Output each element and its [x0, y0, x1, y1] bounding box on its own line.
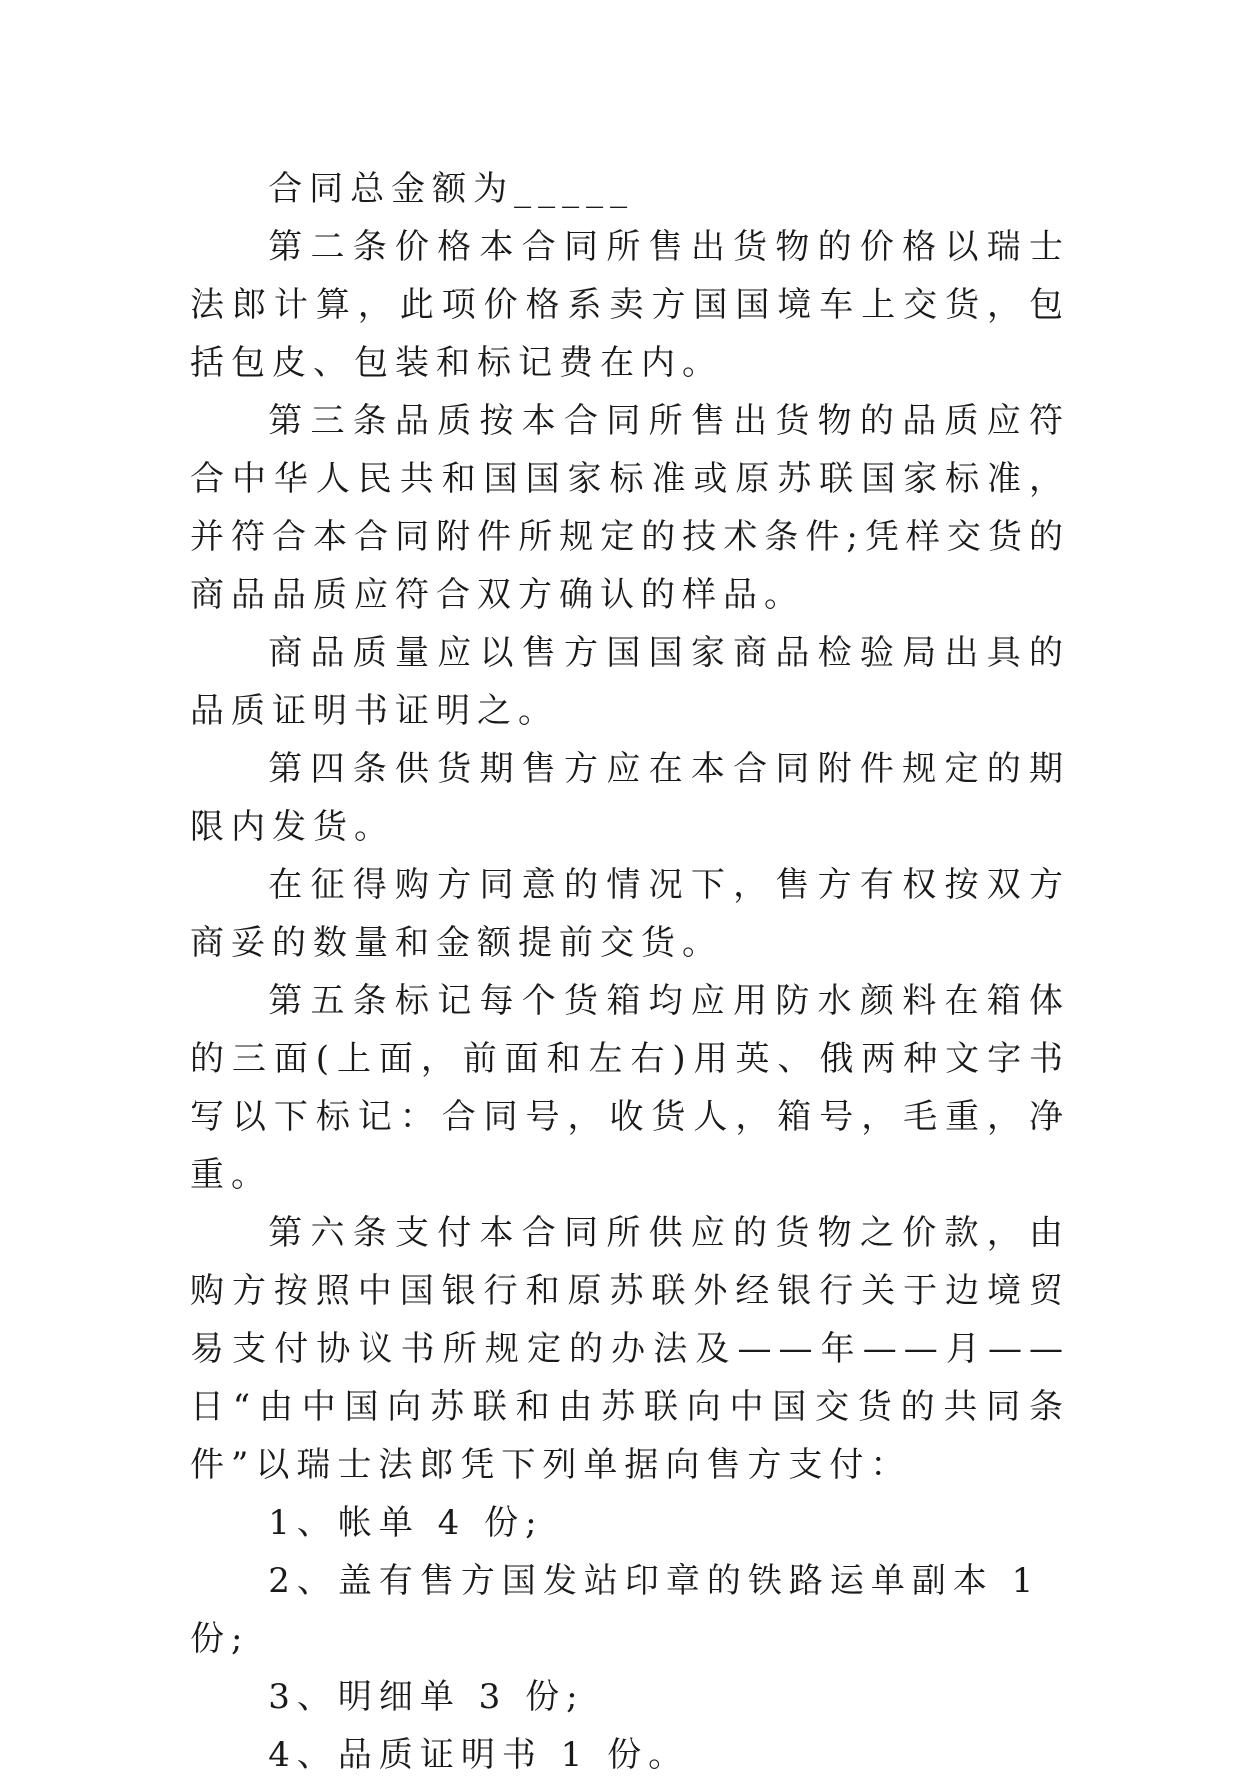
paragraph-early-delivery: 在征得购方同意的情况下，售方有权按双方商妥的数量和金额提前交货。 — [190, 865, 1070, 963]
paragraph-quality-certificate: 商品质量应以售方国国家商品检验局出具的品质证明书证明之。 — [190, 633, 1070, 731]
paragraph-article-5-marking: 第五条标记每个货箱均应用防水颜料在箱体的三面(上面，前面和左右)用英、俄两种文字书写以下标记：合同号，收货人，箱号，毛重，净重。 — [190, 981, 1070, 1195]
list-item-details: 3、明细单 3 份; — [268, 1677, 585, 1717]
list-item-invoice: 1、帐单 4 份; — [268, 1503, 544, 1543]
list-item-waybill: 2、盖有售方国发站印章的铁路运单副本 1 份; — [190, 1561, 1041, 1659]
paragraph-article-6-payment: 第六条支付本合同所供应的货物之价款，由购方按照中国银行和原苏联外经银行关于边境贸易支付协议书所规定的办法及——年——月——日“由中国向苏联和由苏联向中国交货的共同条件”以瑞士法郎凭下列单据向售方支付： — [190, 1213, 1070, 1485]
list-item-quality-cert: 4、品质证明书 1 份。 — [268, 1735, 690, 1775]
paragraph-article-4-delivery: 第四条供货期售方应在本合同附件规定的期限内发货。 — [190, 749, 1070, 847]
paragraph-article-2-price: 第二条价格本合同所售出货物的价格以瑞士法郎计算，此项价格系卖方国国境车上交货，包括包皮、包装和标记费在内。 — [190, 227, 1070, 383]
document-body — [190, 160, 1070, 1784]
paragraph-article-3-quality: 第三条品质按本合同所售出货物的品质应符合中华人民共和国国家标准或原苏联国家标准，并符合本合同附件所规定的技术条件;凭样交货的商品品质应符合双方确认的样品。 — [190, 401, 1070, 615]
paragraph-total-amount: 合同总金额为_____ — [268, 169, 635, 209]
